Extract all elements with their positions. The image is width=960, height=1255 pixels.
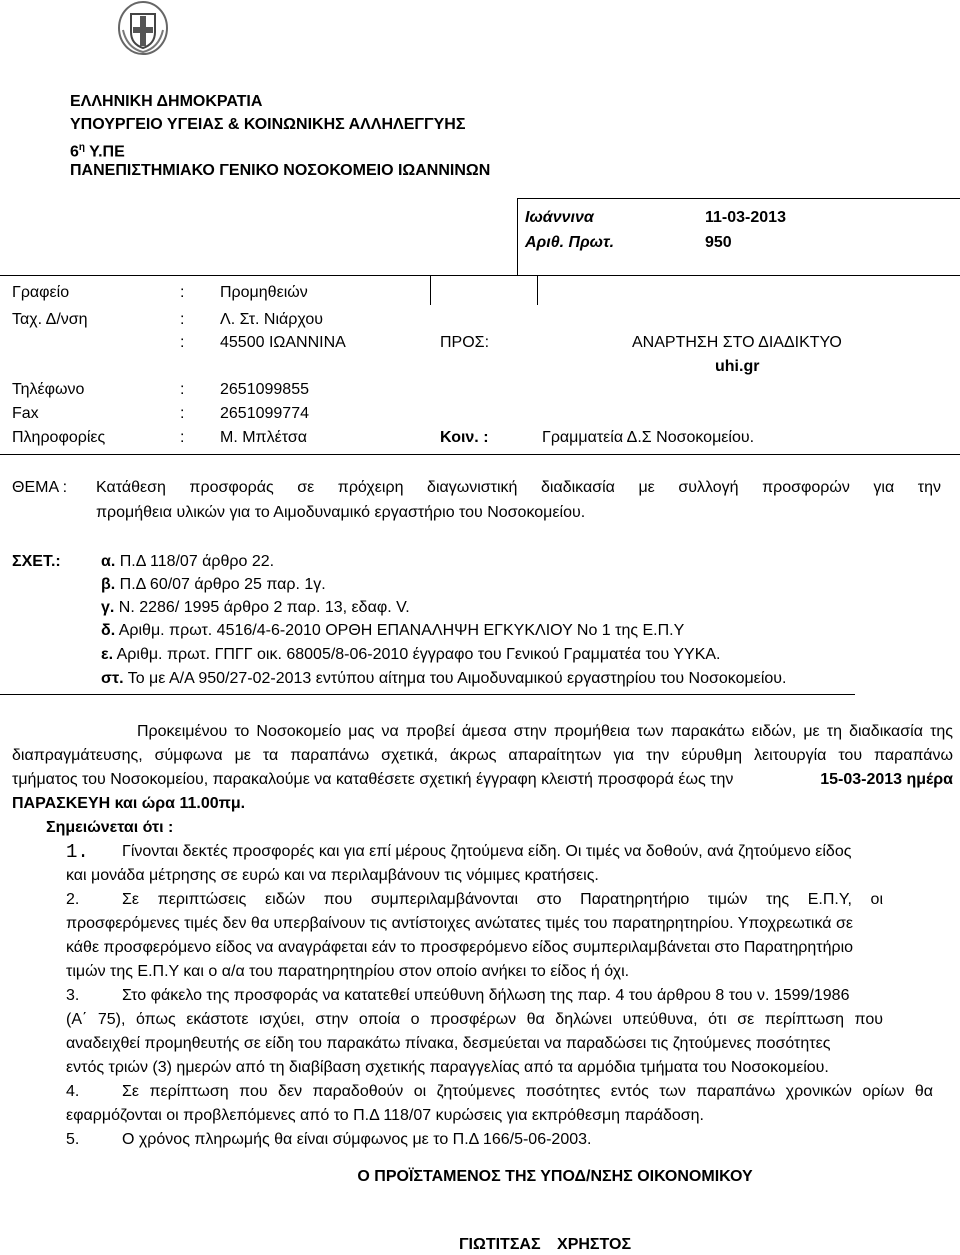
reference-key: δ. — [101, 622, 116, 639]
body-paragraph-text: τμήματος του Νοσοκομείου, παρακαλούμε να καταθέσετε σχετική έγγραφη κλειστή προσφορά έως την — [12, 771, 734, 788]
body-paragraph-line — [12, 770, 953, 790]
fax-value: 2651099774 — [220, 405, 309, 422]
note-number: 4. — [66, 1083, 80, 1100]
note-number: 1. — [66, 841, 89, 863]
subject-label: ΘΕΜΑ : — [12, 479, 68, 496]
address-value: Λ. Στ. Νιάρχου — [220, 311, 323, 328]
contact-value: Μ. Μπλέτσα — [220, 429, 307, 446]
fax-label: Fax — [12, 405, 39, 422]
protocol-label: Αριθ. Πρωτ. — [525, 234, 615, 251]
reference-text: Ν. 2286/ 1995 άρθρο 2 παρ. 13, εδαφ. V. — [114, 599, 410, 616]
deadline-day-time: ΠΑΡΑΣΚΕΥΗ και ώρα 11.00πμ. — [12, 795, 246, 812]
body-paragraph-line: διαπραγμάτευσης, σύμφωνα με τα παραπάνω σχετικά, άκρως απαραίτητων για την εύρυθμη λειτουργία του παραπάνω — [12, 747, 953, 764]
city-value: 45500 ΙΩΑΝΝΙΝΑ — [220, 334, 346, 351]
note-line: Γίνονται δεκτές προσφορές και για επί μέρους ζητούμενα είδη. Οι τιμές να δοθούν, ανά ζητούμενο είδος — [122, 843, 852, 860]
colon: : — [180, 429, 185, 446]
colon: : — [180, 334, 185, 351]
note-line: κάθε προσφερόμενο είδος να αναγράφεται εάν το προσφερόμενο είδος συμπεριλαμβάνεται στο Παρατηρητήριο — [66, 939, 854, 956]
note-number: 3. — [66, 987, 80, 1004]
phone-value: 2651099855 — [220, 381, 309, 398]
colon: : — [180, 381, 185, 398]
reference-text: Αριθμ. πρωτ. ΓΠΓΓ οικ. 68005/8-06-2010 έγγραφο του Γενικού Γραμματέα του ΥΥΚΑ. — [113, 646, 721, 663]
note-line: και μονάδα μέτρησης σε ευρώ και να περιλαμβάνουν τις νόμιμες κρατήσεις. — [66, 867, 599, 884]
grid-divider-right — [537, 275, 538, 305]
references-underline — [0, 694, 855, 695]
note-line: προσφερόμενες τιμές δεν θα υπερβαίνουν τις αντίστοιχες ανώτατες τιμές του παρατηρητηρίου. Υποχρεωτικά σε — [66, 915, 853, 932]
grid-bottom-border — [0, 454, 960, 455]
phone-label: Τηλέφωνο — [12, 381, 85, 398]
reference-item — [101, 669, 786, 689]
header-hospital: ΠΑΝΕΠΙΣΤΗΜΙΑΚΟ ΓΕΝΙΚΟ ΝΟΣΟΚΟΜΕΙΟ ΙΩΑΝΝΙΝΩΝ — [70, 162, 491, 179]
colon: : — [180, 284, 185, 301]
note-line: Σε περιπτώσεις ειδών που συμπεριλαμβάνονται στο Παρατηρητήριο τιμών της Ε.Π.Υ, οι — [122, 891, 883, 908]
note-line: Ο χρόνος πληρωμής θα είναι σύμφωνος με το Π.Δ 166/5-06-2003. — [122, 1131, 592, 1148]
body-paragraph-line: Προκειμένου το Νοσοκομείο μας να προβεί άμεσα στην προμήθεια των παρακάτω ειδών, με τη διαδικασία της — [137, 723, 953, 740]
reference-key: γ. — [101, 599, 115, 616]
cc-value: Γραμματεία Δ.Σ Νοσοκομείου. — [542, 429, 755, 446]
date-divider-top — [517, 198, 960, 199]
date-divider — [517, 198, 518, 276]
protocol-number: 950 — [705, 234, 732, 251]
to-value: ΑΝΑΡΤΗΣΗ ΣΤΟ ΔΙΑΔΙΚΤΥΟ — [632, 334, 842, 351]
to-label: ΠΡΟΣ: — [440, 334, 490, 351]
reference-text: Π.Δ 118/07 άρθρο 22. — [115, 553, 275, 570]
reference-item — [101, 621, 684, 641]
grid-top-border — [0, 275, 960, 276]
office-label: Γραφείο — [12, 284, 70, 301]
office-value: Προμηθειών — [220, 284, 308, 301]
reference-item — [101, 645, 721, 665]
header-region-sup: η — [78, 142, 86, 153]
subject-line: προμήθεια υλικών για το Αιμοδυναμικό εργαστήριο του Νοσοκομείου. — [96, 504, 586, 521]
header-region-num: 6 — [70, 143, 79, 161]
greek-emblem-icon — [117, 0, 169, 56]
header-region — [70, 138, 125, 162]
references-label: ΣΧΕΤ.: — [12, 553, 61, 570]
place-label: Ιωάννινα — [525, 209, 594, 226]
signature-title: Ο ΠΡΟΪΣΤΑΜΕΝΟΣ ΤΗΣ ΥΠΟΔ/ΝΣΗΣ ΟΙΚΟΝΟΜΙΚΟΥ — [357, 1168, 753, 1185]
reference-key: β. — [101, 576, 116, 593]
reference-item — [101, 598, 410, 618]
reference-item — [101, 575, 326, 595]
to-site: uhi.gr — [715, 358, 760, 375]
reference-key: ε. — [101, 646, 114, 663]
notes-label: Σημειώνεται ότι : — [46, 819, 174, 836]
grid-divider-left — [430, 275, 431, 305]
note-line: Σε περίπτωση που δεν παραδοθούν οι ζητούμενες ποσότητες εντός των παραπάνω χρονικών ορίων θα — [122, 1083, 933, 1100]
note-line: Στο φάκελο της προσφοράς να κατατεθεί υπεύθυνη δήλωση της παρ. 4 του άρθρου 8 του ν. 1599/1986 — [122, 987, 850, 1004]
document-date: 11-03-2013 — [705, 209, 786, 226]
note-number: 2. — [66, 891, 80, 908]
header-country: ΕΛΛΗΝΙΚΗ ΔΗΜΟΚΡΑΤΙΑ — [70, 93, 263, 110]
note-line: εντός τριών (3) ημερών από τη διαβίβαση σχετικής παραγγελίας από τα αρμόδια τμήματα του Νοσοκομείου. — [66, 1059, 829, 1076]
reference-key: στ. — [101, 670, 124, 687]
reference-item — [101, 552, 274, 572]
note-line: τιμών της Ε.Π.Υ και ο α/α του παρατηρητηρίου στον οποίο ανήκει το είδος ή όχι. — [66, 963, 630, 980]
reference-text: Το με Α/Α 950/27-02-2013 εντύπου αίτημα του Αιμοδυναμικού εργαστηρίου του Νοσοκομείου. — [123, 670, 787, 687]
colon: : — [180, 405, 185, 422]
deadline-date: 15-03-2013 ημέρα — [820, 771, 953, 788]
subject-line: Κατάθεση προσφοράς σε πρόχειρη διαγωνιστική διαδικασία με συλλογή προσφορών για την — [96, 479, 941, 496]
signature-name: ΓΙΩΤΙΤΣΑΣ ΧΡΗΣΤΟΣ — [458, 1236, 632, 1253]
reference-text: Αριθμ. πρωτ. 4516/4-6-2010 ΟΡΘΗ ΕΠΑΝΑΛΗΨΗ ΕΓΚΥΚΛΙΟΥ Νο 1 της Ε.Π.Υ — [115, 622, 685, 639]
cc-label: Κοιν. : — [440, 429, 489, 446]
header-ministry: ΥΠΟΥΡΓΕΙΟ ΥΓΕΙΑΣ & ΚΟΙΝΩΝΙΚΗΣ ΑΛΛΗΛΕΓΓΥΗΣ — [70, 116, 466, 133]
contact-label: Πληροφορίες — [12, 429, 106, 446]
note-line: αναδειχθεί προμηθευτής σε είδη του παρακάτω πίνακα, δεσμεύεται να παραδώσει τις ζητούμενες ποσότητες — [66, 1035, 831, 1052]
reference-key: α. — [101, 553, 116, 570]
note-line: (Α΄ 75), όπως εκάστοτε ισχύει, στην οποία ο προσφέρων θα δηλώνει υπεύθυνα, ότι σε περίπτωση που — [66, 1011, 883, 1028]
note-line: εφαρμόζονται οι προβλεπόμενες από το Π.Δ 118/07 κυρώσεις για εκπρόθεσμη παράδοση. — [66, 1107, 704, 1124]
reference-text: Π.Δ 60/07 άρθρο 25 παρ. 1γ. — [115, 576, 326, 593]
header-region-text: Υ.ΠΕ — [85, 143, 125, 161]
address-label: Ταχ. Δ/νση — [12, 311, 88, 328]
note-number: 5. — [66, 1131, 80, 1148]
colon: : — [180, 311, 185, 328]
